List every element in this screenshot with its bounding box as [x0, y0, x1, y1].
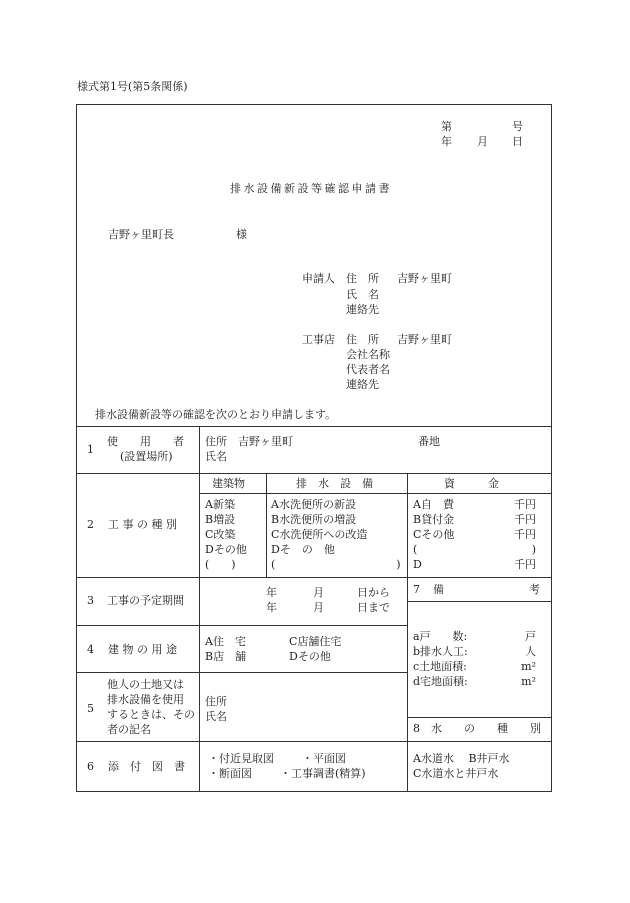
contractor-label: 工事店 — [302, 333, 335, 346]
contractor-company-label: 会社名称 — [346, 348, 390, 361]
biko-units — [521, 629, 536, 689]
row5-label-line: 排水設備を使用 — [107, 693, 184, 706]
header-day: 日 — [512, 135, 523, 148]
fund-unit: 千円 — [514, 513, 536, 526]
fund-label: ( — [413, 543, 418, 556]
frame-bottom — [76, 791, 552, 792]
form-label: 様式第1号(第5条関係) — [77, 80, 188, 93]
fund-label: Cその他 — [413, 528, 455, 541]
frame-right — [551, 104, 552, 792]
row5-label — [107, 677, 195, 737]
fund-unit: 千円 — [514, 498, 536, 511]
contractor-rep-label: 代表者名 — [346, 363, 390, 376]
label-col-divider — [199, 426, 200, 792]
biko-unit: m² — [521, 675, 536, 688]
row3-end-month: 月 — [313, 601, 324, 614]
row3-start-year: 年 — [266, 586, 277, 599]
building-option: C改築 — [205, 528, 236, 541]
row4-bottom-line — [76, 672, 408, 673]
row3-num: 3 — [87, 594, 94, 607]
building-option: Dその他 — [205, 543, 247, 556]
row4-opt-b: B店 舗 — [205, 650, 247, 663]
header-month: 月 — [477, 135, 488, 148]
row4-opt-a: A住 宅 — [205, 635, 246, 648]
row1-num: 1 — [87, 443, 94, 456]
fund-label: B貸付金 — [413, 513, 455, 526]
table-top-line — [76, 426, 552, 427]
drain-option: ( ) — [271, 558, 401, 571]
water-type-line2: C水道水と井戸水 — [413, 767, 499, 780]
row2-header-drain: 排 水 設 備 — [296, 477, 373, 490]
biko-label: b排水人工: — [413, 645, 468, 658]
row4-opt-c: C店舗住宅 — [289, 635, 342, 648]
row6-item-plan: ・平面図 — [302, 752, 346, 765]
drain-option: C水洗便所への改造 — [271, 528, 368, 541]
row5-name: 氏名 — [205, 710, 227, 723]
addressee-name: 吉野ヶ里町長 — [108, 228, 174, 241]
row1-label: 使 用 者 — [107, 435, 184, 448]
row2-drain-options — [271, 497, 401, 572]
addressee-sama: 様 — [236, 228, 247, 241]
row4-opt-d: Dその他 — [289, 650, 331, 663]
drain-option: A水洗便所の新設 — [271, 498, 356, 511]
row3-end-day: 日まで — [357, 601, 390, 614]
row1-name: 氏名 — [205, 450, 227, 463]
drain-option: B水洗便所の増設 — [271, 513, 357, 526]
fund-unit: ) — [531, 543, 536, 556]
drain-option: Dそ の 他 — [271, 543, 335, 556]
applicant-address-label: 住 所 — [346, 272, 379, 285]
row4-label: 建 物 の 用 途 — [108, 643, 177, 656]
row6-item-survey: ・工事調書(精算) — [280, 767, 366, 780]
biko-unit: 戸 — [525, 630, 536, 643]
biko-label: c土地面積: — [413, 660, 467, 673]
row1-sublabel: (設置場所) — [120, 450, 173, 463]
biko-unit: 人 — [525, 645, 536, 658]
biko-labels — [413, 629, 468, 689]
row2-fund-units — [514, 497, 536, 572]
row3-start-month: 月 — [313, 586, 324, 599]
applicant-contact-label: 連絡先 — [346, 303, 379, 316]
row3-bottom-line — [76, 625, 408, 626]
right-col-divider — [407, 473, 408, 792]
row2-fund-labels — [413, 497, 454, 572]
water-type-title: 8 水 の 種 別 — [413, 722, 541, 735]
applicant-name-label: 氏 名 — [346, 288, 379, 301]
row2-header-fund: 資 金 — [444, 477, 499, 490]
row5-label-line: 他人の土地又は — [107, 678, 184, 691]
row2-bottom-line — [76, 577, 552, 578]
building-option: B増設 — [205, 513, 236, 526]
applicant-label: 申請人 — [302, 272, 335, 285]
biko-title: 7 備 考 — [413, 583, 541, 596]
biko-label: a戸 数: — [413, 630, 468, 643]
row2-building-options — [205, 497, 247, 572]
fund-label: D — [413, 558, 422, 571]
fund-unit: 千円 — [514, 528, 536, 541]
header-go: 号 — [512, 120, 523, 133]
row6-num: 6 — [87, 760, 94, 773]
contractor-address-label: 住 所 — [346, 333, 379, 346]
row3-label: 工事の予定期間 — [107, 594, 184, 607]
applicant-address-value: 吉野ヶ里町 — [397, 272, 452, 285]
intro-text: 排水設備新設等の確認を次のとおり申請します。 — [95, 408, 337, 421]
row6-item-map: ・付近見取図 — [208, 752, 274, 765]
header-dai: 第 — [441, 120, 452, 133]
frame-left — [76, 104, 77, 792]
row2-num: 2 — [87, 518, 94, 531]
row6-item-section: ・断面図 — [208, 767, 252, 780]
water-type-line1: A水道水 B井戸水 — [413, 752, 510, 765]
fund-label: A自 費 — [413, 498, 454, 511]
row4-num: 4 — [87, 643, 94, 656]
row2-header-line — [199, 493, 552, 494]
fund-unit: 千円 — [514, 558, 536, 571]
frame-top — [76, 104, 552, 105]
building-option: A新築 — [205, 498, 235, 511]
biko-unit: m² — [521, 660, 536, 673]
row2-sub-divider — [266, 473, 267, 577]
row2-label: 工 事 の 種 別 — [108, 518, 177, 531]
row1-address: 住所 吉野ヶ里町 — [205, 435, 293, 448]
building-option: ( ) — [205, 558, 236, 571]
row5-label-line: するときは、その — [107, 708, 195, 721]
row2-header-building: 建築物 — [212, 477, 245, 490]
row5-address: 住所 — [205, 695, 227, 708]
row3-end-year: 年 — [266, 601, 277, 614]
row3-start-day: 日から — [357, 586, 390, 599]
biko-title-line — [408, 601, 552, 602]
row6-label: 添 付 図 書 — [108, 760, 185, 773]
row1-banchi: 番地 — [418, 435, 440, 448]
header-year: 年 — [441, 135, 452, 148]
row5-label-line: 者の記名 — [107, 723, 151, 736]
row5-num: 5 — [87, 702, 94, 715]
contractor-address-value: 吉野ヶ里町 — [397, 333, 452, 346]
biko-label: d宅地面積: — [413, 675, 468, 688]
contractor-contact-label: 連絡先 — [346, 378, 379, 391]
row1-bottom-line — [76, 473, 552, 474]
row5-bottom-line — [76, 741, 552, 742]
document-title: 排水設備新設等確認申請書 — [230, 182, 392, 195]
biko-bottom-line — [408, 717, 552, 718]
